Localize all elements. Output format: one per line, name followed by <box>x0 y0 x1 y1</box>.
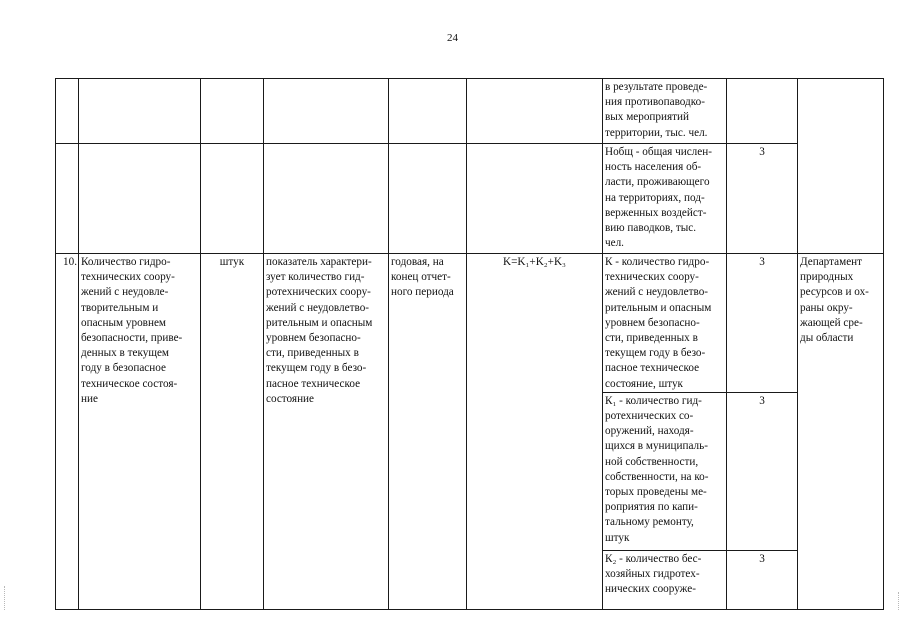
indicator-table <box>55 78 884 610</box>
unit-cell <box>201 79 264 144</box>
responsible-cell <box>798 79 884 254</box>
source-code-cell <box>727 79 798 144</box>
params-cell: Hобщ - общая числен- ность населения об- ласти, проживающего на территориях, под- верженных воздейст- вию паводков, тыс. чел. <box>603 144 727 254</box>
params-cell: К₂ - количество бес- хозяйных гидротех- нических сооруже- <box>603 550 727 609</box>
formula-cell <box>467 79 603 144</box>
source-code-cell: 3 <box>727 254 798 393</box>
table-row <box>56 254 884 393</box>
definition-cell <box>264 79 389 144</box>
name-cell <box>79 79 201 144</box>
periodicity-cell <box>389 79 467 144</box>
definition-cell: показатель характери- зует количество гид- ротехнических соору- жений с неудовлетво- рительным и опасным уровнем безопасно- сти, приведенных в текущем году в безо- пасное техническое состояние <box>264 254 389 610</box>
table-row <box>56 144 884 254</box>
page-number: 24 <box>447 32 458 44</box>
periodicity-cell: годовая, на конец отчет- ного периода <box>389 254 467 610</box>
unit-cell: штук <box>201 254 264 610</box>
source-code-cell: 3 <box>727 144 798 254</box>
params-cell: К₁ - количество гид- ротехнических со- оружений, находя- щихся в муниципаль- ной собственности, собственности, на ко- торых проведены ме- роприятия по капи- тальному ремонту, штук <box>603 392 727 550</box>
row-number-cell: 10. <box>56 254 79 610</box>
params-cell: в результате проведе- ния противопаводко- вых мероприятий территории, тыс. чел. <box>603 79 727 144</box>
responsible-cell: Департамент природных ресурсов и ох- раны окру- жающей сре- ды области <box>798 254 884 610</box>
formula-cell: K=K₁+K₂+K₃ <box>467 254 603 610</box>
definition-cell <box>264 144 389 254</box>
num-cell <box>56 79 79 144</box>
indicator-name-cell: Количество гидро- технических соору- жений с неудовле- творительным и опасным уровнем безопасности, приве- денных в текущем году в безопасное техническое состоя- ние <box>79 254 201 610</box>
params-cell: К - количество гидро- технических соору- жений с неудовлетво- рительным и опасным уровнем безопасно- сти, приведенных в текущем году в безо- пасное техническое состояние, штук <box>603 254 727 393</box>
num-cell <box>56 144 79 254</box>
scan-edge-mark-right <box>898 592 900 610</box>
source-code-cell: 3 <box>727 392 798 550</box>
scan-edge-mark-left <box>4 586 6 610</box>
unit-cell <box>201 144 264 254</box>
name-cell <box>79 144 201 254</box>
formula-cell <box>467 144 603 254</box>
table-row <box>56 79 884 144</box>
periodicity-cell <box>389 144 467 254</box>
source-code-cell: 3 <box>727 550 798 609</box>
